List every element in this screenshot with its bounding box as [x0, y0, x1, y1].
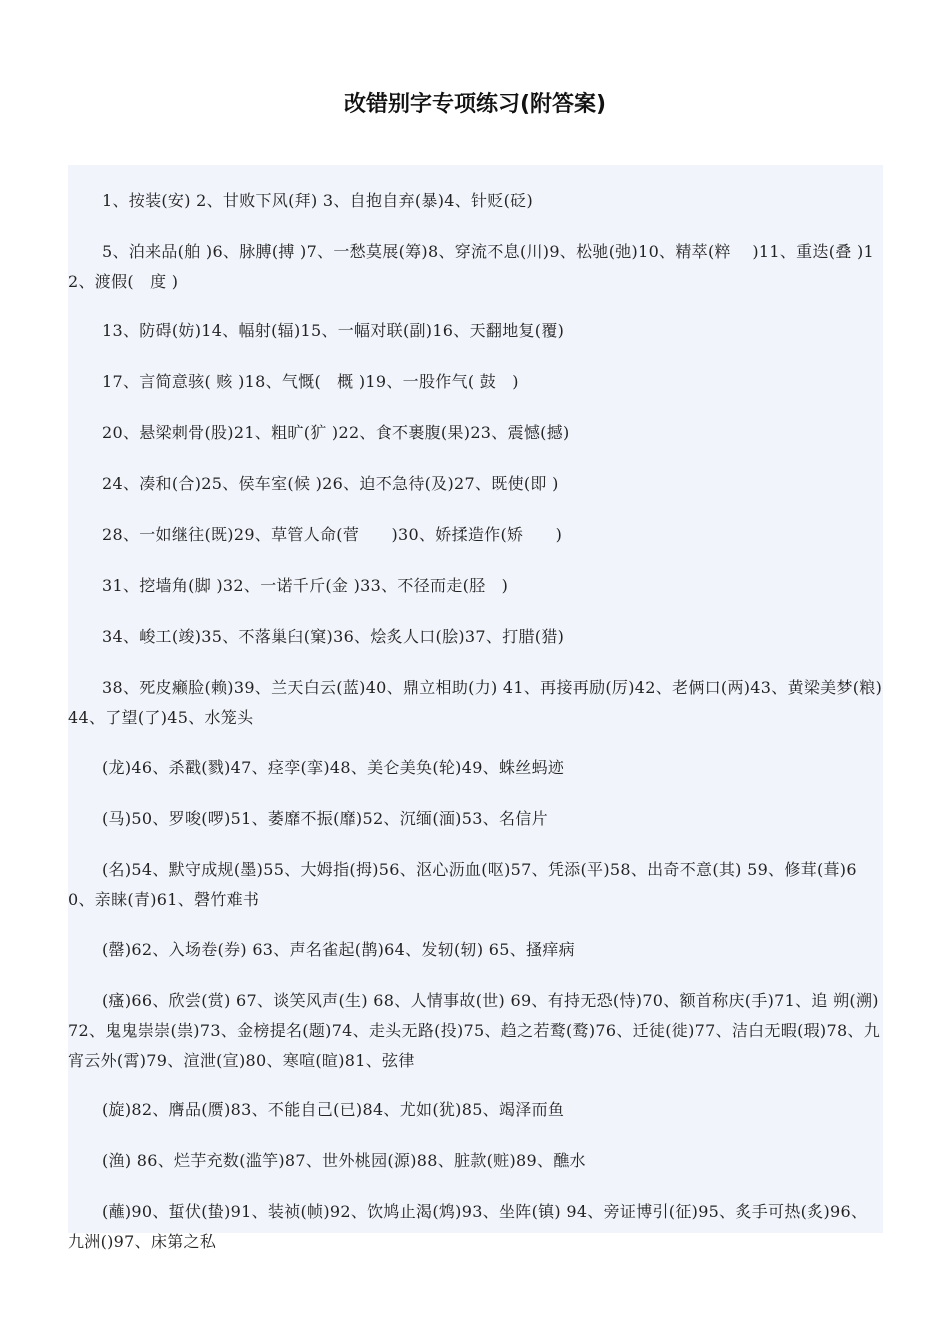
paragraph: 1、按装(安) 2、甘败下风(拜) 3、自抱自弃(暴)4、针贬(砭) [102, 191, 534, 210]
paragraph: 17、言简意骇( 赅 )18、气慨( 概 )19、一股作气( 鼓 ) [102, 372, 519, 391]
paragraph: (马)50、罗唆(啰)51、萎靡不振(靡)52、沉缅(湎)53、名信片 [102, 809, 548, 828]
paragraph: (罄)62、入场卷(券) 63、声名雀起(鹊)64、发轫(轫) 65、搔痒病 [102, 940, 575, 959]
paragraph: (渔) 86、烂芋充数(滥竽)87、世外桃园(源)88、脏款(赃)89、醮水 [102, 1151, 586, 1170]
paragraph: 31、挖墙角(脚 )32、一诺千斤(金 )33、不径而走(胫 ) [102, 576, 509, 595]
paragraph: (瘙)66、欣尝(赏) 67、谈笑风声(生) 68、人情事故(世) 69、有持无恐(恃)70、额首称庆(手)71、追 朔(溯)72、鬼鬼崇崇(祟)73、金榜提名(题)74、走头无路(投)75、趋之若鹜(鹜)76、迁徒(徙)77、洁白无暇(瑕)78、九宵云外(霄)79、渲泄(宣)80、寒喧(暄)81、弦律 [68, 991, 881, 1070]
exercise-body [68, 165, 883, 1251]
paragraph: 13、防碍(妨)14、幅射(辐)15、一幅对联(副)16、天翻地复(覆) [102, 321, 565, 340]
paragraph: 5、泊来品(舶 )6、脉膊(搏 )7、一愁莫展(筹)8、穿流不息(川)9、松驰(弛)10、精萃(粹 )11、重迭(叠 )12、渡假( 度 ) [68, 242, 874, 291]
paragraph: (名)54、默守成规(墨)55、大姆指(拇)56、沤心沥血(呕)57、凭添(平)58、出奇不意(其) 59、修茸(葺)60、亲睐(青)61、磬竹难书 [68, 860, 857, 909]
paragraph: 34、峻工(竣)35、不落巢臼(窠)36、烩炙人口(脍)37、打腊(猎) [102, 627, 565, 646]
paragraph: 28、一如继往(既)29、草管人命(菅 )30、娇揉造作(矫 ) [102, 525, 563, 544]
paragraph: 24、凑和(合)25、侯车室(候 )26、迫不急待(及)27、既使(即 ) [102, 474, 559, 493]
paragraph: (蘸)90、蜇伏(蛰)91、装祯(帧)92、饮鸠止渴(鸩)93、坐阵(镇) 94、旁证博引(征)95、炙手可热(炙)96、九洲()97、床第之私 [68, 1202, 868, 1251]
paragraph: 20、悬梁刺骨(股)21、粗旷(犷 )22、食不裹腹(果)23、震憾(撼) [102, 423, 570, 442]
page-title: 改错别字专项练习(附答案) [343, 92, 607, 117]
paragraph: (旋)82、膺品(赝)83、不能自己(已)84、尤如(犹)85、竭泽而鱼 [102, 1100, 565, 1119]
paragraph: 38、死皮癞脸(赖)39、兰天白云(蓝)40、鼎立相助(力) 41、再接再励(厉)42、老俩口(两)43、黄梁美梦(粮)44、了望(了)45、水笼头 [68, 678, 883, 727]
paragraph: (龙)46、杀戳(戮)47、痉孪(挛)48、美仑美奂(轮)49、蛛丝蚂迹 [102, 758, 565, 777]
